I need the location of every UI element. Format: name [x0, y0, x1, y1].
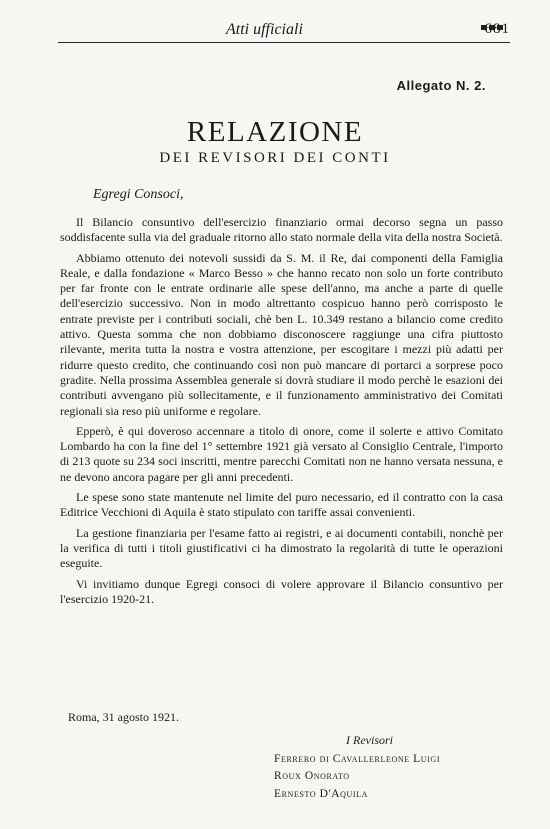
signature-heading: I Revisori — [346, 733, 393, 747]
paragraph: Vi invitiamo dunque Egregi consoci di volere approvare il Bilancio consuntivo per l'esercizio 1920-21. — [60, 576, 503, 606]
page-number: 681 — [484, 21, 510, 37]
signatory-name: Roux Onorato — [274, 770, 350, 782]
paragraph: La gestione finanziaria per l'esame fatto ai registri, e ai documenti contabili, nonchè per la verifica di tutti i titoli giustificativi ci ha dimostrato la regolarità di tutte le operazioni eseguite. — [60, 525, 503, 571]
signatory-name: Ernesto D'Aquila — [274, 787, 369, 800]
signatory-name: Ferrero di Cavallerleone Luigi — [274, 752, 441, 765]
paragraph: Abbiamo ottenuto dei notevoli sussidi da S. M. il Re, dai componenti della Famiglia Reale, e dalla fondazione « Marco Besso » che hanno recato non solo un forte contributo per far fronte con le entrate ordinarie alle spese dell'anno, ma anche a parte di quelle dell'esercizio successivo. Non in modo altrettanto cospicuo hanno però corrisposto le entrate previste per i contributi sociali, chè ben L. 10.349 restano a bilancio come credito attivo. Questa somma che non dobbiamo disconoscere raggiunge una cifra piuttosto rilevante, merita tutta la nostra e vostra attenzione, per escogitare i mezzi più adatti per ridurre questo credito, che continuando così non può mancare di portarci a sorprese poco gradite. Nella prossima Assemblea generale si dovrà studiare il modo perchè le esazioni dei contributi avvengano più sollecitamente, e il funzionamento amministrativo dei Comitati regionali sia reso più uniforme e regolare. — [60, 250, 503, 418]
page-header — [58, 17, 510, 43]
signature-block — [274, 732, 440, 803]
document-subtitle: DEI REVISORI DEI CONTI — [159, 150, 391, 166]
report-body — [60, 215, 503, 607]
paragraph: Le spese sono state mantenute nel limite del puro necessario, ed il contratto con la casa Editrice Vecchioni di Aquila è stato stipulato con tariffe assai convenienti. — [60, 490, 503, 520]
running-title: Atti ufficiali — [226, 21, 303, 38]
header-rule — [58, 42, 510, 43]
paragraph: Il Bilancio consuntivo dell'esercizio finanziario ormai decorso segna un passo soddisfacente sulla via del graduale ritorno allo stato normale della vita della nostra Società. — [60, 215, 503, 245]
document-title: RELAZIONE — [186, 116, 364, 148]
salutation: Egregi Consoci, — [93, 187, 184, 202]
annex-label: Allegato N. 2. — [396, 78, 486, 93]
dateline: Roma, 31 agosto 1921. — [68, 710, 179, 724]
paragraph: Epperò, è qui doveroso accennare a titolo di onore, come il solerte e attivo Comitato Lombardo ha con la fine del 1° settembre 1921 già versato al Consiglio Centrale, l'importo di 213 quote su 234 soci inscritti, mentre parecchi Comitati non ne hanno versata nessuna, e ne devono ancora pagare per gli anni precedenti. — [60, 423, 503, 484]
